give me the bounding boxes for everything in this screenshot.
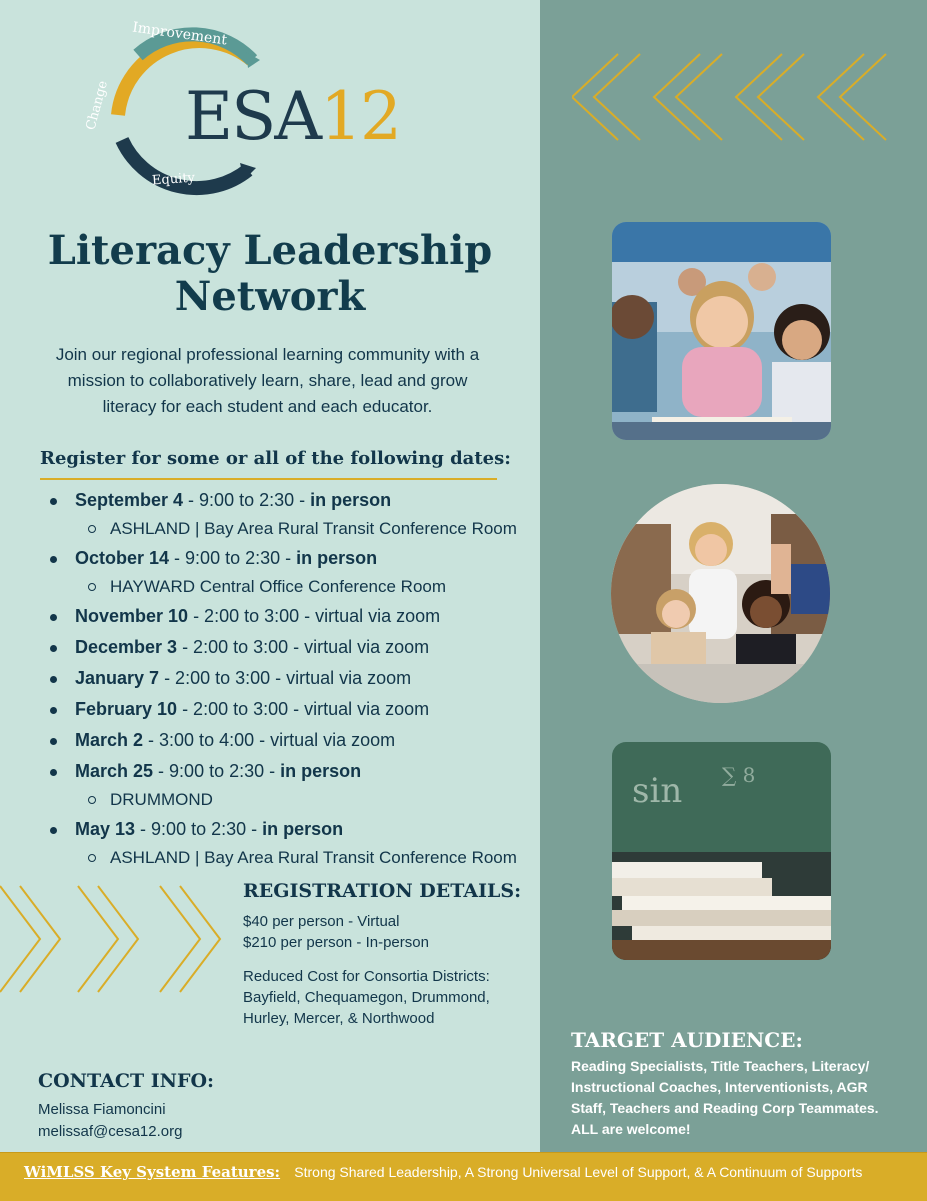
session-date: December 3 <box>75 637 178 657</box>
footer-text: Strong Shared Leadership, A Strong Universal Level of Support, & A Continuum of Supports <box>294 1164 863 1180</box>
logo-improvement-text: Improvement <box>131 19 228 49</box>
session-date: October 14 <box>75 548 170 568</box>
students-reading-photo <box>612 222 831 440</box>
session-item <box>50 633 530 664</box>
session-mode: in person <box>280 761 362 781</box>
session-item <box>50 695 530 726</box>
teachers-high-five-photo <box>611 484 830 703</box>
bullet-icon <box>50 707 57 714</box>
session-location-text: ASHLAND | Bay Area Rural Transit Conference Room <box>110 519 517 538</box>
session-item <box>50 726 530 757</box>
bullet-icon <box>50 827 57 834</box>
logo-equity-text: Equity <box>151 170 196 189</box>
circle-bullet-icon <box>88 796 96 804</box>
session-time: - 9:00 to 2:30 - <box>153 761 281 781</box>
bullet-icon <box>50 614 57 621</box>
title-line-2: Network <box>174 273 366 320</box>
bullet-icon <box>50 769 57 776</box>
contact-name: Melissa Fiamoncini <box>38 1101 166 1118</box>
logo-number-text: 12 <box>320 78 401 155</box>
bullet-icon <box>50 645 57 652</box>
session-location-text: HAYWARD Central Office Conference Room <box>110 577 447 596</box>
session-date: November 10 <box>75 606 189 626</box>
register-heading: Register for some or all of the following dates: <box>40 448 511 469</box>
session-list <box>50 486 530 873</box>
svg-text:sin: sin <box>632 771 683 811</box>
bullet-icon <box>50 556 57 563</box>
footer-label: WiMLSS Key System Features: <box>24 1163 281 1181</box>
session-item <box>50 486 530 517</box>
session-location <box>50 517 530 544</box>
session-date: January 7 <box>75 668 160 688</box>
session-item <box>50 815 530 846</box>
session-location <box>50 575 530 602</box>
session-time: - 9:00 to 2:30 - <box>183 490 311 510</box>
books-chalkboard-photo <box>612 742 831 960</box>
price-virtual: $40 per person - Virtual <box>243 913 400 930</box>
audience-heading: TARGET AUDIENCE: <box>571 1028 803 1052</box>
session-time: - 2:00 to 3:00 - virtual via zoom <box>188 606 441 626</box>
session-time: - 9:00 to 2:30 - <box>169 548 297 568</box>
circle-bullet-icon <box>88 525 96 533</box>
cesa12-logo <box>80 20 450 200</box>
logo-brand-text: ESA <box>185 78 321 155</box>
reduced-cost-label: Reduced Cost for Consortia Districts: <box>243 968 490 985</box>
contact-heading: CONTACT INFO: <box>38 1070 215 1092</box>
session-time: - 2:00 to 3:00 - virtual via zoom <box>177 699 430 719</box>
title-line-1: Literacy Leadership <box>47 227 493 274</box>
contact-email[interactable]: melissaf@cesa12.org <box>38 1123 183 1140</box>
session-mode: in person <box>262 819 344 839</box>
chevron-right-decoration-icon <box>0 884 230 994</box>
session-date: September 4 <box>75 490 184 510</box>
session-item <box>50 544 530 575</box>
audience-text: Reading Specialists, Title Teachers, Literacy/ Instructional Coaches, Interventionists, AGR Staff, Teachers and Reading Corp Teammates. ALL are welcome! <box>571 1058 879 1137</box>
circle-bullet-icon <box>88 854 96 862</box>
footer-content <box>24 1163 862 1181</box>
session-date: March 2 <box>75 730 144 750</box>
session-date: May 13 <box>75 819 136 839</box>
bullet-icon <box>50 738 57 745</box>
intro-paragraph: Join our regional professional learning community with a mission to collaboratively learn, share, lead and grow literacy for each student and each educator. <box>55 345 480 416</box>
footer-bar <box>0 1152 927 1201</box>
logo-change-text: Change <box>83 79 112 132</box>
session-location <box>50 788 530 815</box>
reduced-cost-districts-2: Hurley, Mercer, & Northwood <box>243 1010 435 1027</box>
session-time: - 2:00 to 3:00 - virtual via zoom <box>177 637 430 657</box>
session-mode: in person <box>296 548 378 568</box>
session-date: March 25 <box>75 761 154 781</box>
price-in-person: $210 per person - In-person <box>243 934 429 951</box>
session-location-text: ASHLAND | Bay Area Rural Transit Conference Room <box>110 848 517 867</box>
bullet-icon <box>50 676 57 683</box>
bullet-icon <box>50 498 57 505</box>
session-item <box>50 664 530 695</box>
session-item <box>50 757 530 788</box>
circle-bullet-icon <box>88 583 96 591</box>
session-time: - 9:00 to 2:30 - <box>135 819 263 839</box>
session-time: - 3:00 to 4:00 - virtual via zoom <box>143 730 396 750</box>
logo-wordmark <box>185 78 400 155</box>
session-time: - 2:00 to 3:00 - virtual via zoom <box>159 668 412 688</box>
session-date: February 10 <box>75 699 178 719</box>
registration-heading: REGISTRATION DETAILS: <box>243 880 522 902</box>
session-mode: in person <box>310 490 392 510</box>
reduced-cost-districts: Bayfield, Chequamegon, Drummond, <box>243 989 490 1006</box>
session-location-text: DRUMMOND <box>110 790 213 809</box>
session-location <box>50 846 530 873</box>
svg-text:∑ 8: ∑ 8 <box>722 763 756 787</box>
page-title <box>0 228 540 320</box>
divider <box>40 478 497 480</box>
session-item <box>50 602 530 633</box>
chevron-left-decoration-icon <box>572 52 892 142</box>
